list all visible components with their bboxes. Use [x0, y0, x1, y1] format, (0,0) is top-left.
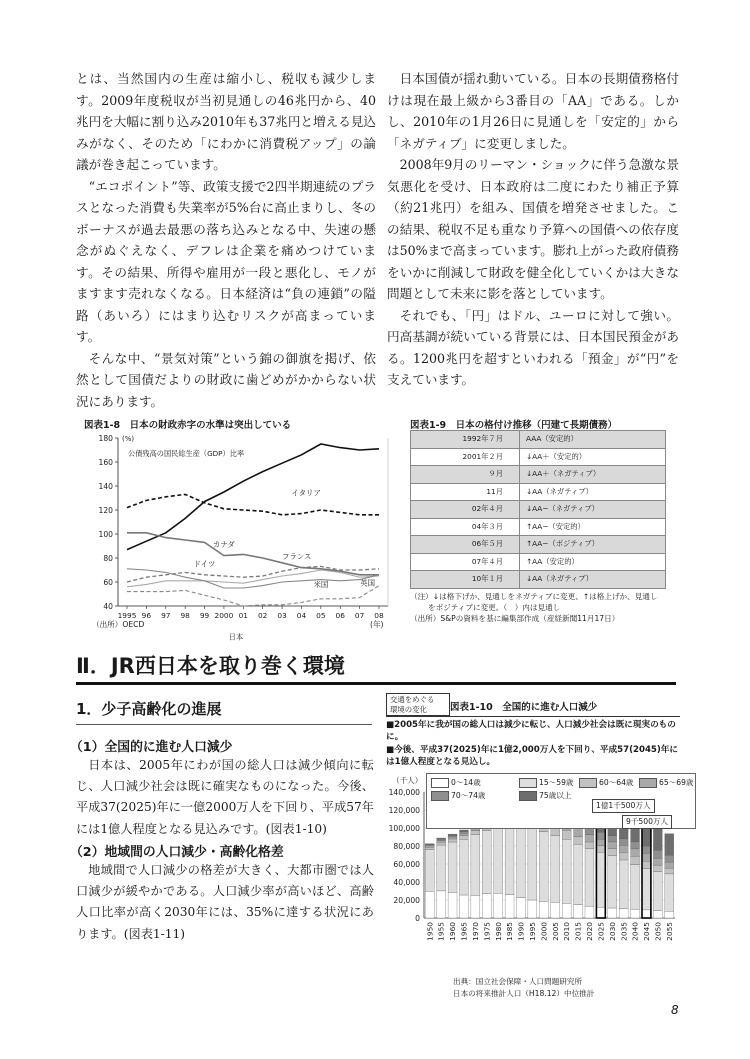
bar-segment [608, 842, 617, 849]
paragraph-regional-gap-text: 地域間で人口減少の格差が大きく、大都市圏では人口減少が緩やかである。人口減少率が高いほど、高齢人口比率が高く2030年には、35%に達する状況にあります。(図表1-11) [76, 863, 374, 941]
x-tick-label: 2005 [550, 922, 560, 941]
x-tick-label: 2020 [585, 922, 594, 941]
bar-segment [551, 828, 560, 836]
bar-segment [619, 860, 628, 909]
bar-segment [585, 849, 594, 906]
legend-label-75-plus: 75歳以上 [539, 791, 572, 800]
bar-segment [608, 836, 617, 842]
bar-segment [653, 858, 662, 865]
bar-segment [619, 852, 628, 860]
bar-segment [631, 856, 640, 864]
fig110-tag: 交通をめぐる 環境の変化 [386, 693, 450, 716]
rating-value-cell: ↓AA−（ネガティブ） [520, 501, 666, 519]
bar-segment [471, 831, 480, 835]
rating-row [411, 536, 666, 554]
page-number: 8 [671, 1003, 679, 1017]
series-label: ドイツ [193, 559, 216, 569]
bar-segment [460, 833, 469, 835]
x-tick-label: 1985 [505, 922, 515, 941]
x-tick-label: 98 [180, 611, 190, 620]
bar-segment [642, 846, 651, 853]
bar-segment [619, 909, 628, 919]
rating-value-cell: ↓AA＋（ネガティブ） [520, 466, 666, 484]
rating-row [411, 501, 666, 519]
series-line-英国 [127, 586, 379, 606]
rating-date-cell: 04年３月 [411, 518, 520, 536]
rating-date-cell: 06年５月 [411, 536, 520, 554]
bar-segment [448, 836, 457, 837]
fig19-title: 図表1-9 日本の格付け推移（円建て長期債務） [410, 420, 618, 431]
rating-row [411, 448, 666, 466]
bar-segment [574, 828, 583, 837]
bar-segment [665, 874, 674, 911]
bar-segment [653, 865, 662, 871]
x-tick-label: 2030 [607, 922, 617, 941]
y-tick-label: 0 [415, 914, 420, 923]
rating-value-cell: ↓AA（ネガティブ） [520, 571, 666, 589]
bar-segment [574, 844, 583, 904]
bar-segment [596, 832, 605, 839]
x-tick-label: 96 [141, 611, 152, 620]
right-paragraph-1: 日本国債が揺れ動いている。日本の長期債務格付けは現在最上級から3番目の「AA」である。しかし、2010年の1月26日に見通しを「安定的」から「ネガティブ」に変更しました。 [387, 71, 679, 151]
x-tick-label: 2040 [630, 922, 640, 941]
bar-segment [642, 869, 651, 910]
series-line-カナダ [127, 533, 379, 575]
bar-segment [585, 835, 594, 842]
x-tick-label: 1950 [425, 922, 435, 941]
y-tick-label: 60 [103, 578, 113, 587]
fig110-source-2: 日本の将来推計人口（H18.12）中位推計 [453, 989, 595, 998]
x-tick-label: 2000 [214, 611, 234, 620]
section-title: Ⅱ．JR西日本を取り巻く環境 [76, 651, 676, 685]
fig19-source: （出所）S&Pの資料を基に編集部作成（産経新聞11月17日） [410, 614, 620, 623]
x-tick-label: 05 [316, 611, 326, 620]
bar-segment [425, 844, 434, 845]
x-tick-label: 1995 [528, 922, 537, 941]
y-tick-label: 180 [98, 434, 113, 443]
bar-segment [494, 828, 503, 894]
fig19-rating-table [410, 430, 666, 589]
left-paragraph-1: とは、当然国内の生産は縮小し、税収も減少します。2009年度税収が当初見通しの46兆円から、40兆円を大幅に割り込み2010年も37兆円と増える見込みがなく、そのため「にわかに消費税アップ」の論議が巻き起こっています。 [76, 71, 376, 172]
legend-label-0-14: 0〜14歳 [451, 778, 481, 787]
bar-segment [482, 831, 491, 894]
rating-date-cell: 11月 [411, 483, 520, 501]
fig110-bullet-1: ■2005年に我が国の総人口は減少に転じ、人口減少社会は既に現実のものに。 [386, 720, 676, 742]
bar-segment [574, 905, 583, 918]
x-tick-label: 1980 [493, 922, 503, 941]
bar-segment [425, 891, 434, 918]
left-paragraph-2: “エコポイント”等、政策支援で2四半期連続のプラスとなった消費も失業率が5%台に高止まりし、冬のボーナスが過去最悪の落ち込みとなる中、失速の懸念がぬぐえなく、デフレは企業を痛めつけています。その結果、所得や雇用が一段と悪化し、モノがますます売れなくなる。日本経済は“負の連鎖”の隘路（あいろ）にはまり込むリスクが高まっています。 [76, 178, 376, 344]
bar-segment [653, 911, 662, 918]
left-paragraph-3: そんな中、“景気対策”という錦の御旗を掲げ、依然として国債だよりの財政に歯どめがかからない状況にあります。 [76, 350, 376, 409]
fig110-title: 図表1-10 全国的に進む人口減少 [450, 702, 598, 713]
bar-segment [448, 892, 457, 918]
bar-segment [619, 845, 628, 852]
fig18-year-unit: (年) [370, 620, 384, 629]
rating-value-cell: ↓AA（ネガティブ） [520, 483, 666, 501]
rating-row [411, 571, 666, 589]
rating-value-cell: ↓AA＋（安定的） [520, 448, 666, 466]
rating-row [411, 466, 666, 484]
legend-item-70-74 [431, 790, 486, 801]
bar-segment [448, 839, 457, 842]
rating-date-cell: 02年４月 [411, 501, 520, 519]
bar-segment [425, 845, 434, 846]
bar-segment [437, 841, 446, 843]
bar-segment [528, 900, 537, 918]
series-line-イタリア [127, 494, 379, 514]
legend-item-15-59 [519, 777, 574, 788]
bar-segment [460, 836, 469, 840]
bar-segment [437, 842, 446, 845]
right-paragraph-3: それでも、「円」はドル、ユーロに対して強い。円高基調が続いている背景には、日本国民預金がある。1200兆円を超すといわれる「預金」が“円”を支えています。 [387, 307, 679, 387]
y-tick-label: 160 [98, 458, 113, 467]
bar-segment [596, 846, 605, 853]
bar-segment [517, 898, 526, 918]
right-paragraph-2: 2008年9月のリーマン・ショックに伴う急激な景気悪化を受け、日本政府は二度にわたり補正予算（約21兆円）を組み、国債を増発させました。この結果、税収不足も重なり予算への国債への依存度は50%まで高まっています。膨れ上がった政府債務をいかに削減して財政を健全化していくかは大きな問題として未来に影を落としています。 [387, 157, 679, 301]
bar-segment [551, 902, 560, 918]
bar-segment [539, 832, 548, 902]
y-tick-label: 120 [98, 506, 113, 515]
fig18-title: 図表1-8 日本の財政赤字の水準は突出している [84, 420, 292, 431]
series-label: 日本 [228, 632, 244, 642]
bar-segment [448, 842, 457, 892]
rating-row [411, 553, 666, 571]
y-tick-label: 120,000 [388, 806, 420, 815]
x-tick-label: 1995 [117, 611, 137, 620]
paragraph-regional-gap [76, 860, 374, 945]
bar-segment [653, 829, 662, 850]
fig110-callout-2025: 1億1千500万人 [592, 799, 655, 813]
bar-segment [665, 862, 674, 868]
bar-segment [517, 827, 526, 898]
bar-segment [482, 894, 491, 919]
left-column-text [76, 68, 376, 412]
bar-segment [608, 849, 617, 856]
fig110-y-unit: （千人） [392, 776, 423, 785]
rating-date-cell: 07年４月 [411, 553, 520, 571]
bar-segment [460, 832, 469, 834]
bar-segment [551, 836, 560, 903]
series-label: フランス [282, 552, 312, 562]
y-tick-label: 20,000 [393, 896, 420, 905]
bar-segment [437, 838, 446, 839]
bar-segment [642, 910, 651, 918]
bar-segment [505, 826, 514, 894]
series-label: 米国 [313, 579, 329, 589]
x-tick-label: 2045 [642, 922, 652, 941]
x-tick-label: 01 [238, 611, 249, 620]
y-tick-label: 80,000 [393, 842, 420, 851]
bar-segment [585, 906, 594, 918]
legend-label-65-69: 65〜69歳 [659, 778, 694, 787]
legend-item-0-14 [431, 777, 481, 788]
bar-segment [665, 834, 674, 856]
bar-segment [425, 847, 434, 849]
bar-segment [665, 868, 674, 874]
bar-segment [460, 839, 469, 895]
y-tick-label: 60,000 [393, 860, 420, 869]
subsection-title: 1．少子高齢化の進展 [76, 696, 372, 725]
rating-date-cell: 2001年２月 [411, 448, 520, 466]
bar-segment [631, 865, 640, 910]
bar-segment [608, 856, 617, 908]
bar-segment [596, 852, 605, 907]
x-tick-label: 1965 [459, 922, 469, 941]
bar-segment [471, 895, 480, 918]
bar-segment [596, 907, 605, 918]
series-label: イタリア [291, 488, 321, 498]
rating-value-cell: ↑AA−（安定的） [520, 518, 666, 536]
y-unit-label: (%) [122, 435, 135, 443]
x-tick-label: 08 [374, 611, 384, 620]
right-column-text [387, 68, 679, 391]
bar-segment [619, 839, 628, 845]
bar-segment [437, 891, 446, 918]
fig110-title-rule [386, 716, 680, 717]
bar-segment [596, 839, 605, 846]
bar-segment [574, 837, 583, 845]
fig110-callout-2045: 9千500万人 [622, 815, 672, 829]
bar-segment [642, 861, 651, 868]
heading-regional-gap: （2）地域間の人口減少・高齢化格差 [70, 845, 284, 860]
y-tick-label: 80 [103, 554, 113, 563]
fig18-source: （出所）OECD [92, 620, 145, 629]
y-tick-label: 100,000 [388, 824, 420, 833]
fig110-bullet-2: ■今後、平成37(2025)年に1億2,000万人を下回り、平成57(2045)年には1億人程度となる見込し。 [386, 745, 679, 767]
x-tick-label: 2050 [653, 922, 663, 941]
x-tick-label: 2010 [562, 922, 572, 941]
bar-segment [448, 834, 457, 835]
x-tick-label: 1975 [482, 922, 492, 941]
x-tick-label: 1990 [516, 922, 526, 941]
paragraph-population-decline [76, 755, 374, 840]
heading-population-decline: （1）全国的に進む人口減少 [70, 740, 233, 755]
x-tick-label: 99 [199, 611, 210, 620]
rating-row [411, 431, 666, 449]
bar-segment [471, 835, 480, 896]
series-line-フランス [127, 566, 379, 582]
bar-segment [562, 903, 571, 918]
legend-item-60-64 [579, 777, 634, 788]
x-tick-label: 04 [296, 611, 307, 620]
series-label: カナダ [213, 540, 235, 550]
bar-segment [665, 855, 674, 862]
bar-segment [562, 839, 571, 903]
chart-subtitle: 公債残高の国民総生産（GDP）比率 [128, 449, 245, 458]
bar-segment [631, 849, 640, 857]
x-tick-label: 07 [354, 611, 365, 620]
legend-label-15-59: 15〜59歳 [539, 778, 574, 787]
bar-segment [608, 908, 617, 918]
x-tick-label: 06 [335, 611, 345, 620]
x-tick-label: 2035 [619, 922, 629, 941]
bar-segment [539, 901, 548, 918]
bar-segment [585, 842, 594, 849]
x-tick-label: 1970 [470, 922, 480, 941]
x-tick-label: 2055 [664, 922, 674, 941]
bar-segment [528, 828, 537, 900]
y-tick-label: 140,000 [388, 788, 420, 797]
bar-segment [494, 893, 503, 918]
rating-date-cell: 10年１月 [411, 571, 520, 589]
bar-segment [631, 909, 640, 918]
paragraph-population-decline-text: 日本は、2005年にわが国の総人口は減少傾向に転じ、人口減少社会は既に確実なものになった。今後、平成37(2025)年に一億2000万人を下回り、平成57年には1億人程度となる見込みです。(図表1-10) [76, 758, 374, 836]
legend-label-60-64: 60〜64歳 [599, 778, 634, 787]
fig19-note-2: をポジティブに変更。（ ）内は見通し [428, 603, 561, 612]
x-tick-label: 2000 [539, 922, 549, 941]
bar-segment [562, 830, 571, 839]
bar-segment [425, 850, 434, 891]
bar-segment [653, 872, 662, 911]
bar-segment [653, 850, 662, 858]
rating-value-cell: AAA（安定的） [520, 431, 666, 449]
legend-item-75-plus [519, 790, 571, 801]
bar-segment [642, 853, 651, 861]
bar-segment [631, 842, 640, 849]
bar-segment [460, 895, 469, 918]
fig19-note-1: （注）↓は格下げか、見通しをネガティブに変更、↑は格上げか、見通し [410, 592, 658, 601]
x-tick-label: 97 [161, 611, 171, 620]
bar-segment [665, 911, 674, 918]
series-label: 英国 [360, 578, 375, 588]
legend-item-65-69 [639, 777, 694, 788]
rating-value-cell: ↑AA−（ポジティブ） [520, 536, 666, 554]
rating-row [411, 518, 666, 536]
bar-segment [505, 895, 514, 918]
fig18-line-chart [76, 428, 396, 642]
y-tick-label: 40 [103, 602, 113, 611]
bar-segment [448, 837, 457, 839]
rating-value-cell: ↑AA（安定的） [520, 553, 666, 571]
x-tick-label: 2015 [573, 922, 583, 941]
legend-label-70-74: 70〜74歳 [451, 791, 486, 800]
bar-segment [437, 845, 446, 891]
y-tick-label: 140 [98, 482, 113, 491]
fig110-source-1: 出典：国立社会保障・人口問題研究所 [453, 977, 583, 986]
x-tick-label: 2025 [596, 922, 606, 941]
x-tick-label: 1955 [436, 922, 446, 941]
x-tick-label: 02 [257, 611, 268, 620]
y-tick-label: 100 [98, 530, 113, 539]
bar-segment [460, 830, 469, 832]
rating-date-cell: 1992年７月 [411, 431, 520, 449]
rating-row [411, 483, 666, 501]
y-tick-label: 40,000 [393, 878, 420, 887]
rating-date-cell: ９月 [411, 466, 520, 484]
x-tick-label: 03 [277, 611, 287, 620]
x-tick-label: 1960 [448, 922, 458, 941]
